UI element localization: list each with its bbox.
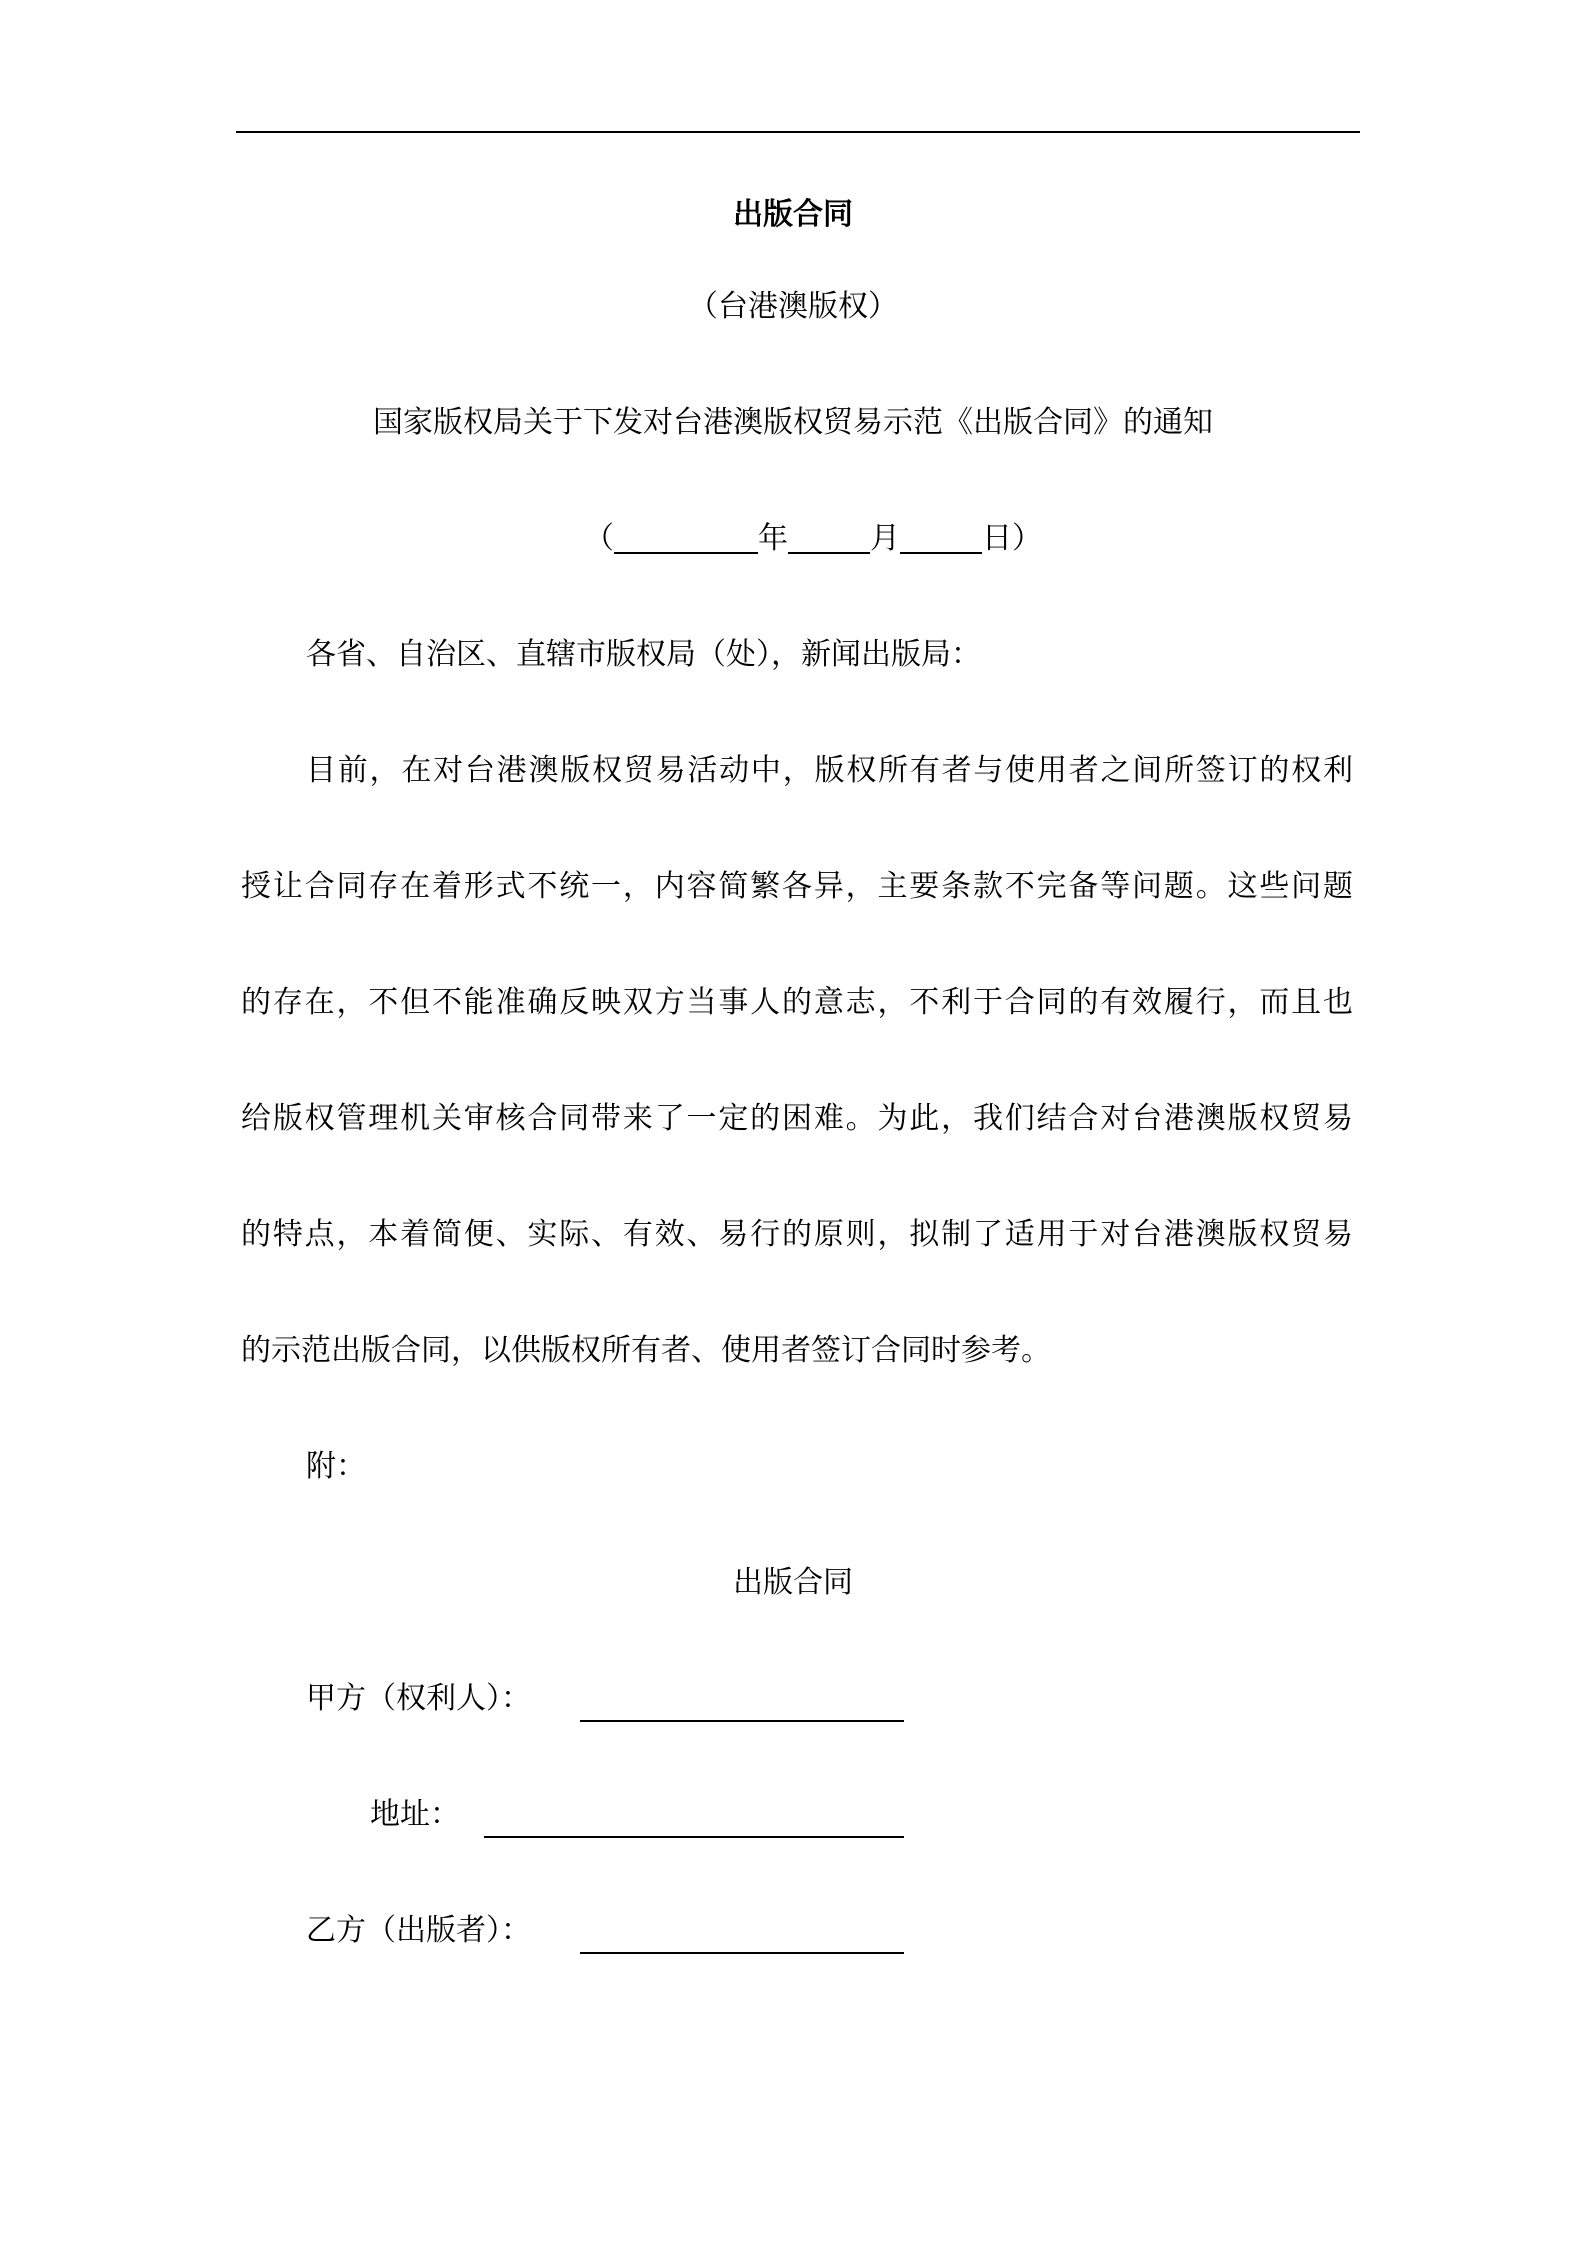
document-title: 出版合同 [733,197,853,232]
address-blank [484,1836,904,1838]
document-subtitle: （台港澳版权） [688,289,898,324]
attachment-label: 附： [306,1449,366,1484]
month-blank [788,518,870,554]
notice-title: 国家版权局关于下发对台港澳版权贸易示范《出版合同》的通知 [373,405,1213,440]
party-a-label: 甲方（权利人）： [306,1681,531,1716]
party-a-blank [580,1720,904,1722]
header-rule [236,131,1360,133]
paragraph-line: 给版权管理机关审核合同带来了一定的困难。为此，我们结合对台港澳版权贸易 [241,1101,1353,1136]
contract-title: 出版合同 [733,1565,853,1600]
day-blank [900,518,982,554]
paragraph-line: 的特点，本着简便、实际、有效、易行的原则，拟制了适用于对台港澳版权贸易 [241,1217,1353,1252]
paragraph-line: 授让合同存在着形式不统一，内容简繁各异，主要条款不完备等问题。这些问题 [241,869,1353,904]
party-b-blank [580,1952,904,1954]
year-blank [614,518,758,554]
date-line [584,514,1042,564]
party-b-label: 乙方（出版者）： [306,1913,531,1948]
date-year-label: 年 [758,521,788,556]
date-day-label: 日） [982,521,1042,556]
paragraph-line: 的存在，不但不能准确反映双方当事人的意志，不利于合同的有效履行，而且也 [241,985,1353,1020]
date-month-label: 月 [870,521,900,556]
salutation: 各省、自治区、直辖市版权局（处），新闻出版局： [306,637,981,672]
paragraph-line: 目前，在对台港澳版权贸易活动中，版权所有者与使用者之间所签订的权利 [306,753,1353,788]
address-label: 地址： [370,1797,460,1832]
paragraph-line: 的示范出版合同，以供版权所有者、使用者签订合同时参考。 [241,1333,1051,1368]
date-open-paren: （ [584,521,614,556]
